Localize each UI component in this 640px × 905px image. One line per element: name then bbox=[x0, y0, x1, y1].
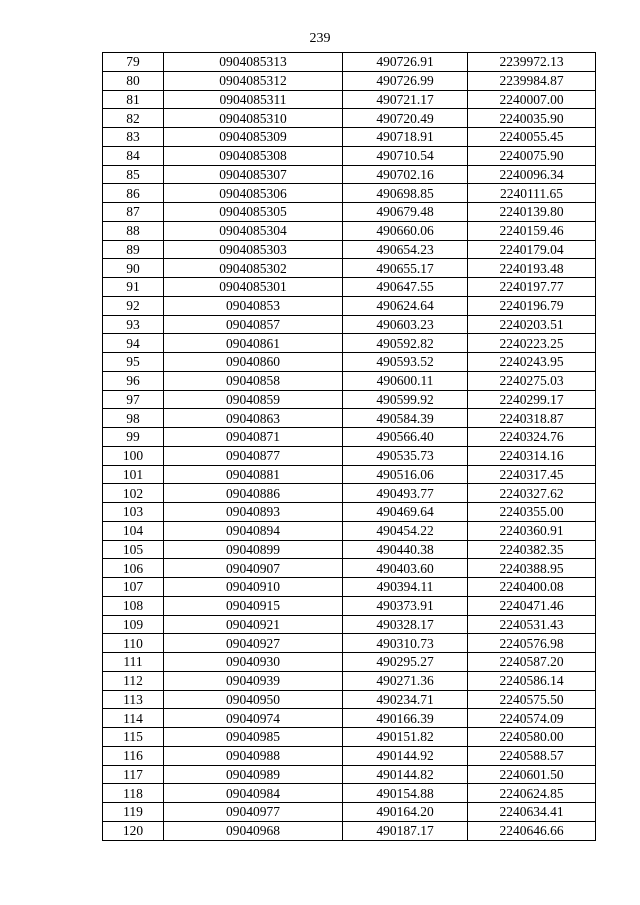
row-number-cell: 90 bbox=[103, 259, 164, 278]
y-coordinate-cell: 2240197.77 bbox=[468, 278, 596, 297]
row-number-cell: 113 bbox=[103, 690, 164, 709]
row-number-cell: 118 bbox=[103, 784, 164, 803]
table-row bbox=[103, 203, 596, 222]
x-coordinate-cell: 490535.73 bbox=[343, 446, 468, 465]
table-row bbox=[103, 484, 596, 503]
row-number-cell: 85 bbox=[103, 165, 164, 184]
x-coordinate-cell: 490624.64 bbox=[343, 296, 468, 315]
y-coordinate-cell: 2240035.90 bbox=[468, 109, 596, 128]
table-row bbox=[103, 540, 596, 559]
x-coordinate-cell: 490702.16 bbox=[343, 165, 468, 184]
row-number-cell: 120 bbox=[103, 821, 164, 840]
point-id-cell: 09040910 bbox=[164, 578, 343, 597]
row-number-cell: 83 bbox=[103, 128, 164, 147]
x-coordinate-cell: 490310.73 bbox=[343, 634, 468, 653]
table-row bbox=[103, 746, 596, 765]
table-row bbox=[103, 765, 596, 784]
point-id-cell: 09040863 bbox=[164, 409, 343, 428]
row-number-cell: 117 bbox=[103, 765, 164, 784]
point-id-cell: 09040907 bbox=[164, 559, 343, 578]
row-number-cell: 88 bbox=[103, 221, 164, 240]
table-row bbox=[103, 109, 596, 128]
point-id-cell: 09040968 bbox=[164, 821, 343, 840]
point-id-cell: 0904085306 bbox=[164, 184, 343, 203]
x-coordinate-cell: 490679.48 bbox=[343, 203, 468, 222]
y-coordinate-cell: 2240193.48 bbox=[468, 259, 596, 278]
point-id-cell: 09040877 bbox=[164, 446, 343, 465]
table-row bbox=[103, 259, 596, 278]
y-coordinate-cell: 2240382.35 bbox=[468, 540, 596, 559]
point-id-cell: 0904085310 bbox=[164, 109, 343, 128]
row-number-cell: 102 bbox=[103, 484, 164, 503]
point-id-cell: 09040881 bbox=[164, 465, 343, 484]
table-row bbox=[103, 71, 596, 90]
point-id-cell: 09040939 bbox=[164, 671, 343, 690]
x-coordinate-cell: 490394.11 bbox=[343, 578, 468, 597]
x-coordinate-cell: 490234.71 bbox=[343, 690, 468, 709]
row-number-cell: 110 bbox=[103, 634, 164, 653]
y-coordinate-cell: 2240574.09 bbox=[468, 709, 596, 728]
row-number-cell: 119 bbox=[103, 803, 164, 822]
y-coordinate-cell: 2240400.08 bbox=[468, 578, 596, 597]
x-coordinate-cell: 490655.17 bbox=[343, 259, 468, 278]
table-body bbox=[103, 53, 596, 841]
x-coordinate-cell: 490599.92 bbox=[343, 390, 468, 409]
row-number-cell: 109 bbox=[103, 615, 164, 634]
row-number-cell: 86 bbox=[103, 184, 164, 203]
y-coordinate-cell: 2240646.66 bbox=[468, 821, 596, 840]
row-number-cell: 108 bbox=[103, 596, 164, 615]
x-coordinate-cell: 490647.55 bbox=[343, 278, 468, 297]
table-row bbox=[103, 90, 596, 109]
x-coordinate-cell: 490295.27 bbox=[343, 653, 468, 672]
point-id-cell: 09040899 bbox=[164, 540, 343, 559]
y-coordinate-cell: 2240588.57 bbox=[468, 746, 596, 765]
y-coordinate-cell: 2240327.62 bbox=[468, 484, 596, 503]
table-row bbox=[103, 596, 596, 615]
point-id-cell: 0904085307 bbox=[164, 165, 343, 184]
row-number-cell: 82 bbox=[103, 109, 164, 128]
x-coordinate-cell: 490454.22 bbox=[343, 521, 468, 540]
x-coordinate-cell: 490328.17 bbox=[343, 615, 468, 634]
point-id-cell: 09040859 bbox=[164, 390, 343, 409]
y-coordinate-cell: 2240203.51 bbox=[468, 315, 596, 334]
y-coordinate-cell: 2240075.90 bbox=[468, 146, 596, 165]
x-coordinate-cell: 490660.06 bbox=[343, 221, 468, 240]
row-number-cell: 93 bbox=[103, 315, 164, 334]
row-number-cell: 97 bbox=[103, 390, 164, 409]
row-number-cell: 96 bbox=[103, 371, 164, 390]
y-coordinate-cell: 2240531.43 bbox=[468, 615, 596, 634]
y-coordinate-cell: 2240601.50 bbox=[468, 765, 596, 784]
page-number: 239 bbox=[309, 31, 331, 46]
table-row bbox=[103, 409, 596, 428]
point-id-cell: 09040921 bbox=[164, 615, 343, 634]
x-coordinate-cell: 490516.06 bbox=[343, 465, 468, 484]
y-coordinate-cell: 2240388.95 bbox=[468, 559, 596, 578]
y-coordinate-cell: 2240355.00 bbox=[468, 503, 596, 522]
y-coordinate-cell: 2240580.00 bbox=[468, 728, 596, 747]
y-coordinate-cell: 2240179.04 bbox=[468, 240, 596, 259]
row-number-cell: 91 bbox=[103, 278, 164, 297]
point-id-cell: 09040857 bbox=[164, 315, 343, 334]
row-number-cell: 115 bbox=[103, 728, 164, 747]
point-id-cell: 09040950 bbox=[164, 690, 343, 709]
point-id-cell: 09040988 bbox=[164, 746, 343, 765]
table-row bbox=[103, 559, 596, 578]
table-row bbox=[103, 184, 596, 203]
row-number-cell: 87 bbox=[103, 203, 164, 222]
row-number-cell: 79 bbox=[103, 53, 164, 72]
y-coordinate-cell: 2240471.46 bbox=[468, 596, 596, 615]
y-coordinate-cell: 2240111.65 bbox=[468, 184, 596, 203]
table-row bbox=[103, 503, 596, 522]
point-id-cell: 09040930 bbox=[164, 653, 343, 672]
x-coordinate-cell: 490403.60 bbox=[343, 559, 468, 578]
y-coordinate-cell: 2240576.98 bbox=[468, 634, 596, 653]
x-coordinate-cell: 490726.91 bbox=[343, 53, 468, 72]
point-id-cell: 09040915 bbox=[164, 596, 343, 615]
x-coordinate-cell: 490493.77 bbox=[343, 484, 468, 503]
point-id-cell: 09040871 bbox=[164, 428, 343, 447]
table-row bbox=[103, 709, 596, 728]
row-number-cell: 116 bbox=[103, 746, 164, 765]
x-coordinate-cell: 490164.20 bbox=[343, 803, 468, 822]
x-coordinate-cell: 490593.52 bbox=[343, 353, 468, 372]
table-row bbox=[103, 128, 596, 147]
x-coordinate-cell: 490720.49 bbox=[343, 109, 468, 128]
table-row bbox=[103, 146, 596, 165]
y-coordinate-cell: 2240096.34 bbox=[468, 165, 596, 184]
x-coordinate-cell: 490469.64 bbox=[343, 503, 468, 522]
table-row bbox=[103, 296, 596, 315]
row-number-cell: 89 bbox=[103, 240, 164, 259]
table-row bbox=[103, 803, 596, 822]
table-row bbox=[103, 821, 596, 840]
point-id-cell: 09040893 bbox=[164, 503, 343, 522]
point-id-cell: 09040886 bbox=[164, 484, 343, 503]
row-number-cell: 114 bbox=[103, 709, 164, 728]
row-number-cell: 106 bbox=[103, 559, 164, 578]
point-id-cell: 0904085313 bbox=[164, 53, 343, 72]
x-coordinate-cell: 490144.82 bbox=[343, 765, 468, 784]
x-coordinate-cell: 490166.39 bbox=[343, 709, 468, 728]
point-id-cell: 09040894 bbox=[164, 521, 343, 540]
point-id-cell: 09040985 bbox=[164, 728, 343, 747]
point-id-cell: 0904085301 bbox=[164, 278, 343, 297]
coordinates-table bbox=[102, 52, 596, 841]
row-number-cell: 112 bbox=[103, 671, 164, 690]
x-coordinate-cell: 490726.99 bbox=[343, 71, 468, 90]
table-row bbox=[103, 240, 596, 259]
y-coordinate-cell: 2240586.14 bbox=[468, 671, 596, 690]
row-number-cell: 107 bbox=[103, 578, 164, 597]
y-coordinate-cell: 2240055.45 bbox=[468, 128, 596, 147]
y-coordinate-cell: 2240139.80 bbox=[468, 203, 596, 222]
x-coordinate-cell: 490373.91 bbox=[343, 596, 468, 615]
y-coordinate-cell: 2239972.13 bbox=[468, 53, 596, 72]
row-number-cell: 92 bbox=[103, 296, 164, 315]
y-coordinate-cell: 2240575.50 bbox=[468, 690, 596, 709]
x-coordinate-cell: 490718.91 bbox=[343, 128, 468, 147]
row-number-cell: 94 bbox=[103, 334, 164, 353]
row-number-cell: 100 bbox=[103, 446, 164, 465]
point-id-cell: 09040858 bbox=[164, 371, 343, 390]
point-id-cell: 09040861 bbox=[164, 334, 343, 353]
x-coordinate-cell: 490154.88 bbox=[343, 784, 468, 803]
table-row bbox=[103, 671, 596, 690]
y-coordinate-cell: 2240318.87 bbox=[468, 409, 596, 428]
y-coordinate-cell: 2240223.25 bbox=[468, 334, 596, 353]
point-id-cell: 0904085305 bbox=[164, 203, 343, 222]
point-id-cell: 0904085308 bbox=[164, 146, 343, 165]
table-row bbox=[103, 446, 596, 465]
point-id-cell: 0904085303 bbox=[164, 240, 343, 259]
y-coordinate-cell: 2240275.03 bbox=[468, 371, 596, 390]
y-coordinate-cell: 2240196.79 bbox=[468, 296, 596, 315]
table-row bbox=[103, 615, 596, 634]
point-id-cell: 0904085312 bbox=[164, 71, 343, 90]
row-number-cell: 101 bbox=[103, 465, 164, 484]
x-coordinate-cell: 490440.38 bbox=[343, 540, 468, 559]
row-number-cell: 81 bbox=[103, 90, 164, 109]
table-row bbox=[103, 165, 596, 184]
x-coordinate-cell: 490566.40 bbox=[343, 428, 468, 447]
x-coordinate-cell: 490600.11 bbox=[343, 371, 468, 390]
point-id-cell: 0904085304 bbox=[164, 221, 343, 240]
row-number-cell: 84 bbox=[103, 146, 164, 165]
row-number-cell: 99 bbox=[103, 428, 164, 447]
row-number-cell: 105 bbox=[103, 540, 164, 559]
table-row bbox=[103, 578, 596, 597]
row-number-cell: 80 bbox=[103, 71, 164, 90]
table-row bbox=[103, 371, 596, 390]
x-coordinate-cell: 490592.82 bbox=[343, 334, 468, 353]
x-coordinate-cell: 490654.23 bbox=[343, 240, 468, 259]
y-coordinate-cell: 2240317.45 bbox=[468, 465, 596, 484]
row-number-cell: 98 bbox=[103, 409, 164, 428]
point-id-cell: 09040989 bbox=[164, 765, 343, 784]
table-row bbox=[103, 728, 596, 747]
x-coordinate-cell: 490698.85 bbox=[343, 184, 468, 203]
point-id-cell: 0904085311 bbox=[164, 90, 343, 109]
point-id-cell: 0904085302 bbox=[164, 259, 343, 278]
y-coordinate-cell: 2239984.87 bbox=[468, 71, 596, 90]
y-coordinate-cell: 2240007.00 bbox=[468, 90, 596, 109]
x-coordinate-cell: 490151.82 bbox=[343, 728, 468, 747]
row-number-cell: 104 bbox=[103, 521, 164, 540]
table-row bbox=[103, 653, 596, 672]
table-row bbox=[103, 390, 596, 409]
table-row bbox=[103, 428, 596, 447]
table-row bbox=[103, 690, 596, 709]
y-coordinate-cell: 2240159.46 bbox=[468, 221, 596, 240]
table-row bbox=[103, 634, 596, 653]
row-number-cell: 95 bbox=[103, 353, 164, 372]
x-coordinate-cell: 490721.17 bbox=[343, 90, 468, 109]
table-row bbox=[103, 521, 596, 540]
x-coordinate-cell: 490144.92 bbox=[343, 746, 468, 765]
y-coordinate-cell: 2240587.20 bbox=[468, 653, 596, 672]
table-row bbox=[103, 353, 596, 372]
y-coordinate-cell: 2240314.16 bbox=[468, 446, 596, 465]
table-row bbox=[103, 53, 596, 72]
point-id-cell: 09040974 bbox=[164, 709, 343, 728]
x-coordinate-cell: 490603.23 bbox=[343, 315, 468, 334]
x-coordinate-cell: 490584.39 bbox=[343, 409, 468, 428]
point-id-cell: 09040984 bbox=[164, 784, 343, 803]
point-id-cell: 09040977 bbox=[164, 803, 343, 822]
y-coordinate-cell: 2240634.41 bbox=[468, 803, 596, 822]
y-coordinate-cell: 2240243.95 bbox=[468, 353, 596, 372]
y-coordinate-cell: 2240299.17 bbox=[468, 390, 596, 409]
point-id-cell: 0904085309 bbox=[164, 128, 343, 147]
x-coordinate-cell: 490187.17 bbox=[343, 821, 468, 840]
point-id-cell: 09040927 bbox=[164, 634, 343, 653]
table-row bbox=[103, 278, 596, 297]
y-coordinate-cell: 2240360.91 bbox=[468, 521, 596, 540]
table-row bbox=[103, 221, 596, 240]
point-id-cell: 09040853 bbox=[164, 296, 343, 315]
table-row bbox=[103, 465, 596, 484]
row-number-cell: 103 bbox=[103, 503, 164, 522]
table-row bbox=[103, 315, 596, 334]
y-coordinate-cell: 2240624.85 bbox=[468, 784, 596, 803]
x-coordinate-cell: 490271.36 bbox=[343, 671, 468, 690]
table-row bbox=[103, 784, 596, 803]
y-coordinate-cell: 2240324.76 bbox=[468, 428, 596, 447]
row-number-cell: 111 bbox=[103, 653, 164, 672]
x-coordinate-cell: 490710.54 bbox=[343, 146, 468, 165]
point-id-cell: 09040860 bbox=[164, 353, 343, 372]
table-row bbox=[103, 334, 596, 353]
